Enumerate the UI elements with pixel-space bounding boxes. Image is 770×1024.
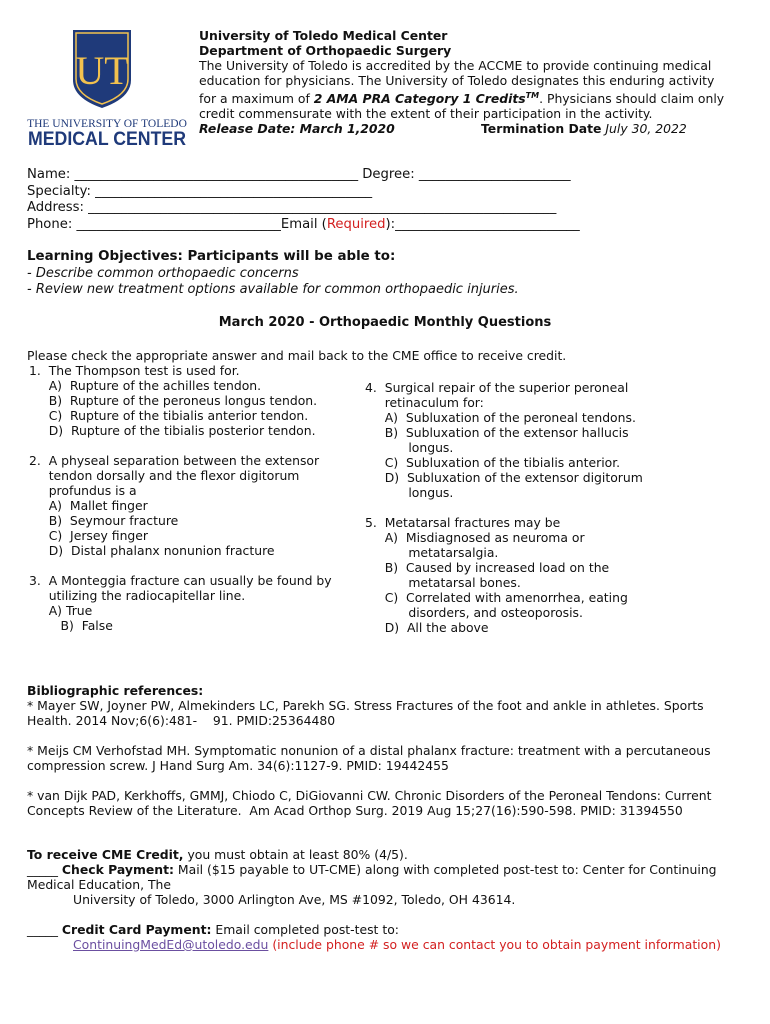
- question-line: [29, 558, 332, 573]
- question-line[interactable]: A) Subluxation of the peroneal tendons.: [365, 410, 636, 425]
- question-line[interactable]: D) Subluxation of the extensor digitorum: [365, 470, 643, 485]
- cme-email-link[interactable]: ContinuingMedEd@utoledo.edu: [73, 937, 269, 952]
- address-field[interactable]: Address: _______________________________________________________________________: [27, 200, 557, 215]
- question-line[interactable]: B) Rupture of the peroneus longus tendon.: [29, 393, 318, 408]
- question-line: retinaculum for:: [365, 395, 484, 410]
- reference-line: [27, 773, 747, 788]
- question-line: 2. A physeal separation between the extensor: [29, 453, 320, 468]
- ut-shield-logo: [26, 28, 188, 148]
- reference-line: compression screw. J Hand Surg Am. 34(6):1127-9. PMID: 19442455: [27, 758, 449, 773]
- specialty-field[interactable]: Specialty: __________________________________________: [27, 183, 373, 199]
- email-note: (include phone # so we can contact you to obtain payment information): [268, 937, 721, 952]
- references-title: Bibliographic references:: [27, 683, 204, 698]
- logo-wordmark-top: THE UNIVERSITY OF TOLEDO: [27, 118, 187, 130]
- question-line[interactable]: D) All the above: [365, 620, 489, 635]
- question-line[interactable]: B) Seymour fracture: [29, 513, 179, 528]
- question-line: utilizing the radiocapitellar line.: [29, 588, 246, 603]
- name-degree-field[interactable]: Name: ___________________________________________ Degree: _______________________: [27, 167, 571, 182]
- header-accreditation-2: education for physicians. The University of Toledo designates this enduring activity: [199, 73, 715, 88]
- question-line: tendon dorsally and the flexor digitorum: [29, 468, 300, 483]
- reference-line: * van Dijk PAD, Kerkhoffs, GMMJ, Chiodo C, DiGiovanni CW. Chronic Disorders of the Peroneal Tendons: Current: [27, 788, 712, 803]
- cme-receive: To receive CME Credit, you must obtain at least 80% (4/5).: [27, 847, 408, 862]
- question-line[interactable]: C) Subluxation of the tibialis anterior.: [365, 455, 621, 470]
- objective-item: - Describe common orthopaedic concerns: [27, 265, 299, 281]
- question-line[interactable]: C) Correlated with amenorrhea, eating: [365, 590, 628, 605]
- question-line[interactable]: A) True: [29, 603, 93, 618]
- objectives-title: Learning Objectives: Participants will be able to:: [27, 249, 396, 264]
- card-payment-blank[interactable]: _____: [27, 922, 62, 937]
- question-line: longus.: [365, 485, 454, 500]
- question-line: 3. A Monteggia fracture can usually be found by: [29, 573, 332, 588]
- logo-letters: UT: [75, 48, 129, 93]
- header-dates: [199, 121, 739, 136]
- check-payment-blank[interactable]: _____: [27, 862, 62, 877]
- reference-line: Concepts Review of the Literature. Am Acad Orthop Surg. 2019 Aug 15;27(16):590-598. PMID: 31394550: [27, 803, 683, 818]
- header-accreditation-1: The University of Toledo is accredited by the ACCME to provide continuing medical: [199, 58, 712, 73]
- phone-email-field[interactable]: Phone: _______________________________Email (Required):____________________________: [27, 216, 580, 232]
- check-payment-address: University of Toledo, 3000 Arlington Ave, MS #1092, Toledo, OH 43614.: [73, 892, 516, 907]
- card-payment-contact: [27, 937, 747, 952]
- question-line: disorders, and osteoporosis.: [365, 605, 583, 620]
- release-date: Release Date: March 1,2020: [199, 121, 395, 137]
- question-line[interactable]: D) Rupture of the tibialis posterior tendon.: [29, 423, 316, 438]
- questions-title: March 2020 - Orthopaedic Monthly Questions: [218, 315, 552, 330]
- question-line[interactable]: C) Jersey finger: [29, 528, 149, 543]
- university-logo: [26, 28, 188, 148]
- question-line: profundus is a: [29, 483, 137, 498]
- questions-left-column: [29, 363, 332, 633]
- reference-line: * Meijs CM Verhofstad MH. Symptomatic nonunion of a distal phalanx fracture: treatment with a percutaneous: [27, 743, 711, 758]
- instructions: Please check the appropriate answer and mail back to the CME office to receive credit.: [27, 348, 567, 363]
- question-line: 4. Surgical repair of the superior peroneal: [365, 380, 629, 395]
- question-line[interactable]: C) Rupture of the tibialis anterior tendon.: [29, 408, 309, 423]
- cme-credit-section: [27, 847, 747, 952]
- question-line: metatarsalgia.: [365, 545, 499, 560]
- question-line: longus.: [365, 440, 454, 455]
- question-line: metatarsal bones.: [365, 575, 521, 590]
- reference-line: Health. 2014 Nov;6(6):481- 91. PMID:25364480: [27, 713, 336, 728]
- header-accreditation-3: for a maximum of 2 AMA PRA Category 1 Credits™. Physicians should claim only: [199, 91, 725, 107]
- header-institution: University of Toledo Medical Center: [199, 28, 448, 43]
- termination-date: Termination Date July 30, 2022: [481, 121, 687, 137]
- question-line[interactable]: A) Rupture of the achilles tendon.: [29, 378, 262, 393]
- check-payment: _____ Check Payment: Mail ($15 payable to UT-CME) along with completed post-test to: Center for Continuing: [27, 862, 717, 877]
- reference-line: [27, 728, 747, 743]
- logo-wordmark-bottom: MEDICAL CENTER: [28, 129, 187, 148]
- header-department: Department of Orthopaedic Surgery: [199, 43, 452, 58]
- question-line[interactable]: B) Caused by increased load on the: [365, 560, 610, 575]
- reference-line: * Mayer SW, Joyner PW, Almekinders LC, Parekh SG. Stress Fractures of the foot and ankle in athletes. Sports: [27, 698, 704, 713]
- question-line[interactable]: A) Mallet finger: [29, 498, 148, 513]
- bibliographic-references: [27, 683, 747, 818]
- question-line: [29, 438, 332, 453]
- question-line[interactable]: B) Subluxation of the extensor hallucis: [365, 425, 629, 440]
- header-block: [199, 28, 739, 136]
- question-line: 5. Metatarsal fractures may be: [365, 515, 561, 530]
- question-line: [365, 500, 643, 515]
- question-line[interactable]: D) Distal phalanx nonunion fracture: [29, 543, 275, 558]
- check-payment-line2: Medical Education, The: [27, 877, 172, 892]
- card-payment: _____ Credit Card Payment: Email completed post-test to:: [27, 922, 399, 937]
- header-accreditation-4: credit commensurate with the extent of their participation in the activity.: [199, 106, 653, 122]
- participant-form: [27, 167, 747, 233]
- question-line[interactable]: B) False: [29, 618, 113, 633]
- question-line: 1. The Thompson test is used for.: [29, 363, 240, 378]
- questions-right-column: [365, 380, 643, 635]
- objective-item: - Review new treatment options available for common orthopaedic injuries.: [27, 282, 519, 297]
- question-line[interactable]: A) Misdiagnosed as neuroma or: [365, 530, 585, 545]
- learning-objectives: [27, 249, 519, 299]
